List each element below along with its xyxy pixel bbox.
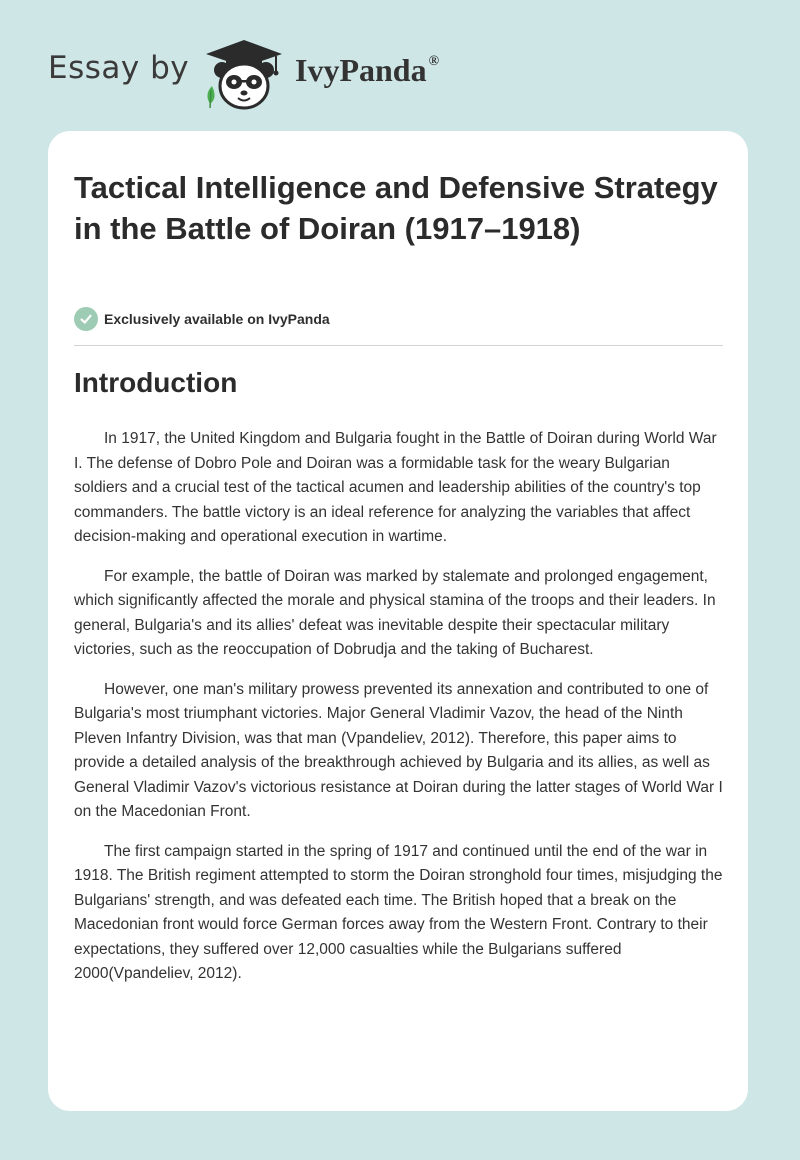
paragraph: However, one man's military prowess prevented its annexation and contributed to one of Bulgaria's most triumphant victories. Major General Vladimir Vazov, the head of the Ninth Pleven Infantry Division, was that man (Vpandeliev, 2012). Therefore, this paper aims to provide a detailed analysis of the breakthrough achieved by Bulgaria and its allies, as well as General Vladimir Vazov's victorious resistance at Doiran during the latter stages of World War I on the Macedonian Front. — [74, 680, 723, 820]
site-header — [48, 28, 548, 108]
essay-by-label: Essay by — [48, 50, 190, 86]
paragraph: For example, the battle of Doiran was marked by stalemate and prolonged engagement, which significantly affected the morale and physical stamina of the troops and their leaders. In general, Bulgaria's and its allies' defeat was inevitable despite their spectacular military victories, such as the reoccupation of Dobrudja and the taking of Bucharest. — [74, 567, 716, 658]
paragraph: The first campaign started in the spring of 1917 and continued until the end of the war in 1918. The British regiment attempted to storm the Doiran stronghold four times, misjudging the Bulgarians' strength, and was defeated each time. The British hoped that a break on the Macedonian front would force German forces away from the Western Front. Contrary to their expectations, they suffered over 12,000 casualties while the Bulgarians suffered 2000(Vpandeliev, 2012). — [74, 842, 723, 982]
article-body — [74, 427, 726, 1002]
section-title-introduction: Introduction — [74, 367, 238, 398]
exclusive-badge — [74, 307, 330, 331]
registered-mark: ® — [428, 54, 440, 69]
title-divider — [74, 345, 723, 346]
brand-name[interactable]: IvyPanda ® — [295, 52, 440, 88]
checkmark-icon — [74, 307, 98, 331]
article-card — [48, 131, 748, 1111]
article-title: Tactical Intelligence and Defensive Strategy in the Battle of Doiran (1917–1918) — [74, 170, 718, 246]
exclusive-badge-label: Exclusively available on IvyPanda — [104, 311, 330, 327]
paragraph: In 1917, the United Kingdom and Bulgaria fought in the Battle of Doiran during World War I. The defense of Dobro Pole and Doiran was a formidable task for the weary Bulgarian soldiers and a crucial test of the tactical acumen and leadership abilities of the country's top commanders. The battle victory is an ideal reference for analyzing the variables that affect decision-making and operational execution in wartime. — [74, 430, 717, 545]
panda-logo-icon — [202, 36, 286, 112]
